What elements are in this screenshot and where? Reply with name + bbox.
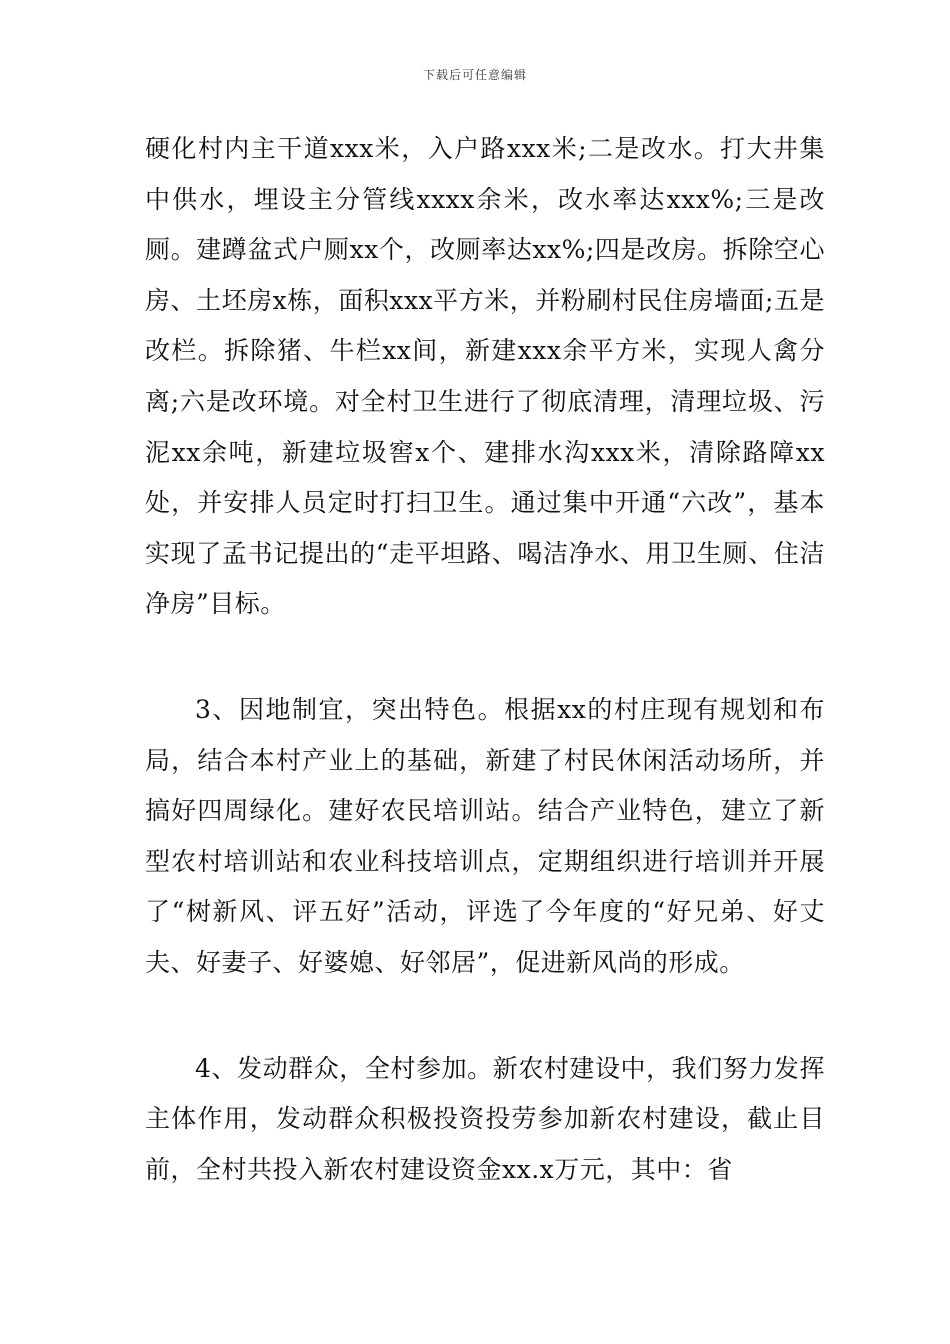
paragraph-item-4: 4、发动群众，全村参加。新农村建设中，我们努力发挥主体作用，发动群众积极投资投劳参加新农村建设，截止目前，全村共投入新农村建设资金xx.x万元，其中：省 bbox=[145, 1053, 825, 1184]
document-body bbox=[145, 124, 825, 1195]
paragraph-item-3: 3、因地制宜，突出特色。根据xx的村庄现有规划和布局，结合本村产业上的基础，新建了村民休闲活动场所，并搞好四周绿化。建好农民培训站。结合产业特色，建立了新型农村培训站和农业科技培训点，定期组织进行培训并开展了“树新风、评五好”活动，评选了今年度的“好兄弟、好丈夫、好妻子、好婆媳、好邻居”，促进新风尚的形成。 bbox=[145, 694, 825, 977]
paragraph-spacer bbox=[145, 989, 825, 1044]
paragraph-continuation: 硬化村内主干道xxx米，入户路xxx米;二是改水。打大井集中供水，埋设主分管线xxxx余米，改水率达xxx%;三是改厕。建蹲盆式户厕xx个，改厕率达xx%;四是改房。拆除空心房、土坯房x栋，面积xxx平方米，并粉刷村民住房墙面;五是改栏。拆除猪、牛栏xx间，新建xxx余平方米，实现人禽分离;六是改环境。对全村卫生进行了彻底清理，清理垃圾、污泥xx余吨，新建垃圾窖x个、建排水沟xxx米，清除路障xx处，并安排人员定时打扫卫生。通过集中开通“六改”，基本实现了孟书记提出的“走平坦路、喝洁净水、用卫生厕、住洁净房”目标。 bbox=[145, 134, 825, 619]
paragraph-spacer bbox=[145, 630, 825, 685]
header-note: 下载后可任意编辑 bbox=[422, 68, 527, 82]
